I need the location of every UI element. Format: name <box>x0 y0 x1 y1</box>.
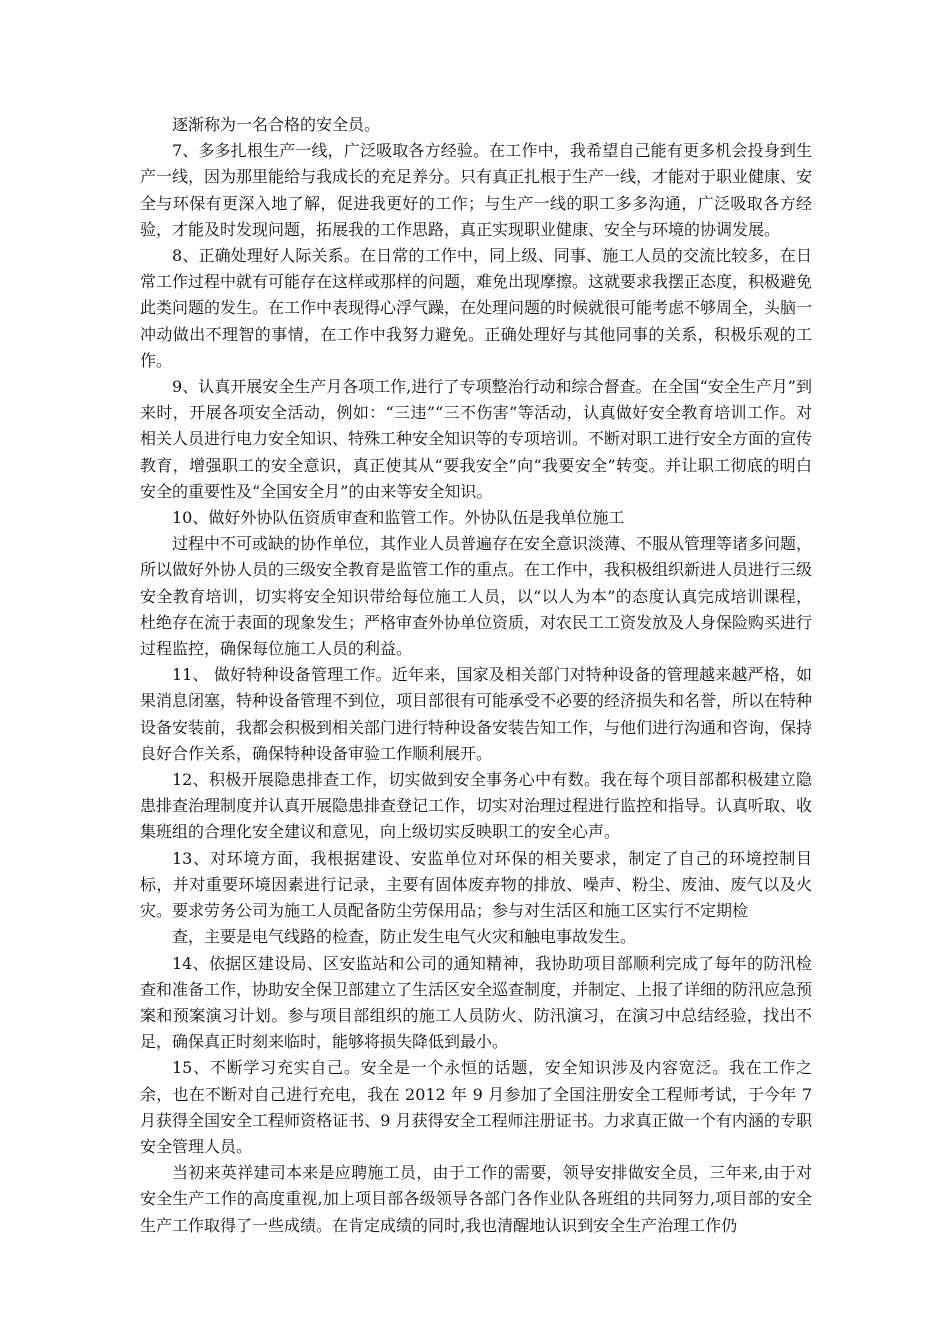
paragraph-item-8: 8、正确处理好人际关系。在日常的工作中，同上级、同事、施工人员的交流比较多，在日常工作过程中就有可能存在这样或那样的问题，难免出现摩擦。这就要求我摆正态度，积极避免此类问题的发生。在工作中表现得心浮气躁，在处理问题的时候就很可能考虑不够周全，头脑一冲动做出不理智的事情，在工作中我努力避免。正确处理好与其他同事的关系，积极乐观的工作。 <box>140 246 813 370</box>
paragraph: 逐渐称为一名合格的安全员。 <box>172 115 381 134</box>
document-body <box>140 112 812 1239</box>
paragraph: 过程中不可或缺的协作单位，其作业人员普遍存在安全意识淡薄、不服从管理等诸多问题，所以做好外协人员的三级安全教育是监管工作的重点。在工作中，我积极组织新进人员进行三级安全教育培训，切实将安全知识带给每位施工人员，以“以人为本”的态度认真完成培训课程，杜绝存在流于表面的现象发生；严格审查外协单位资质，对农民工工资发放及人身保险购买进行过程监控，确保每位施工人员的利益。 <box>140 534 813 659</box>
paragraph-closing: 当初来英祥建司本来是应聘施工员，由于工作的需要，领导安排做安全员，三年来,由于对安全生产工作的高度重视,加上项目部各级领导各部门各作业队各班组的共同努力,项目部的安全生产工作取得了一些成绩。在肯定成绩的同时,我也清醒地认识到安全生产治理工作仍 <box>140 1163 812 1235</box>
paragraph-item-14: 14、依据区建设局、区安监站和公司的通知精神，我协助项目部顺利完成了每年的防汛检查和准备工作，协助安全保卫部建立了生活区安全巡查制度，并制定、上报了详细的防汛应急预案和预案演习计划。参与项目部组织的施工人员防火、防汛演习，在演习中总结经验，找出不足，确保真正时刻来临时，能够将损失降低到最小。 <box>140 953 813 1052</box>
paragraph-item-15: 15、不断学习充实自己。安全是一个永恒的话题，安全知识涉及内容宽泛。我在工作之余，也在不断对自己进行充电，我在 2012 年 9 月参加了全国注册安全工程师考试，于今年 7 月获得全国安全工程师资格证书、9 月获得安全工程师注册证书。力求真正做一个有内涵的专职安全管理人员。 <box>140 1058 812 1156</box>
paragraph-item-9: 9、认真开展安全生产月各项工作,进行了专项整治行动和综合督查。在全国“安全生产月”到来时，开展各项安全活动，例如：“三违”“三不伤害”等活动，认真做好安全教育培训工作。对相关人员进行电力安全知识、特殊工种安全知识等的专项培训。不断对职工进行安全方面的宣传教育，增强职工的安全意识，真正使其从“要我安全”向“我要安全”转变。并让职工彻底的明白安全的重要性及“全国安全月”的由来等安全知识。 <box>140 377 813 501</box>
paragraph-item-12: 12、积极开展隐患排查工作，切实做到安全事务心中有数。我在每个项目部都积极建立隐患排查治理制度并认真开展隐患排查登记工作，切实对治理过程进行监控和指导。认真听取、收集班组的合理化安全建议和意见，向上级切实反映职工的安全心声。 <box>140 770 813 842</box>
paragraph: 查，主要是电气线路的检查，防止发生电气火灾和触电事故发生。 <box>172 927 637 947</box>
paragraph-item-10: 10、做好外协队伍资质审查和监管工作。外协队伍是我单位施工 <box>172 508 625 528</box>
paragraph-item-13: 13、对环境方面，我根据建设、安监单位对环保的相关要求，制定了自己的环境控制目标，并对重要环境因素进行记录，主要有固体废弃物的排放、噪声、粉尘、废油、废气以及火灾。要求劳务公司为施工人员配备防尘劳保用品；参与对生活区和施工区实行不定期检 <box>140 848 812 921</box>
paragraph-item-11: 11、 做好特种设备管理工作。近年来，国家及相关部门对特种设备的管理越来越严格，如果消息闭塞，特种设备管理不到位，项目部很有可能承受不必要的经济损失和名誉，所以在特种设备安装前，我都会积极到相关部门进行特种设备安装告知工作，与他们进行沟通和咨询，保持良好合作关系，确保特种设备审验工作顺利展开。 <box>140 665 813 763</box>
paragraph-item-7: 7、多多扎根生产一线，广泛吸取各方经验。在工作中，我希望自己能有更多机会投身到生产一线，因为那里能给与我成长的充足养分。只有真正扎根于生产一线，才能对于职业健康、安全与环保有更深入地了解，促进我更好的工作；与生产一线的职工多多沟通，广泛吸取各方经验，才能及时发现问题，拓展我的工作思路，真正实现职业健康、安全与环境的协调发展。 <box>140 141 813 239</box>
